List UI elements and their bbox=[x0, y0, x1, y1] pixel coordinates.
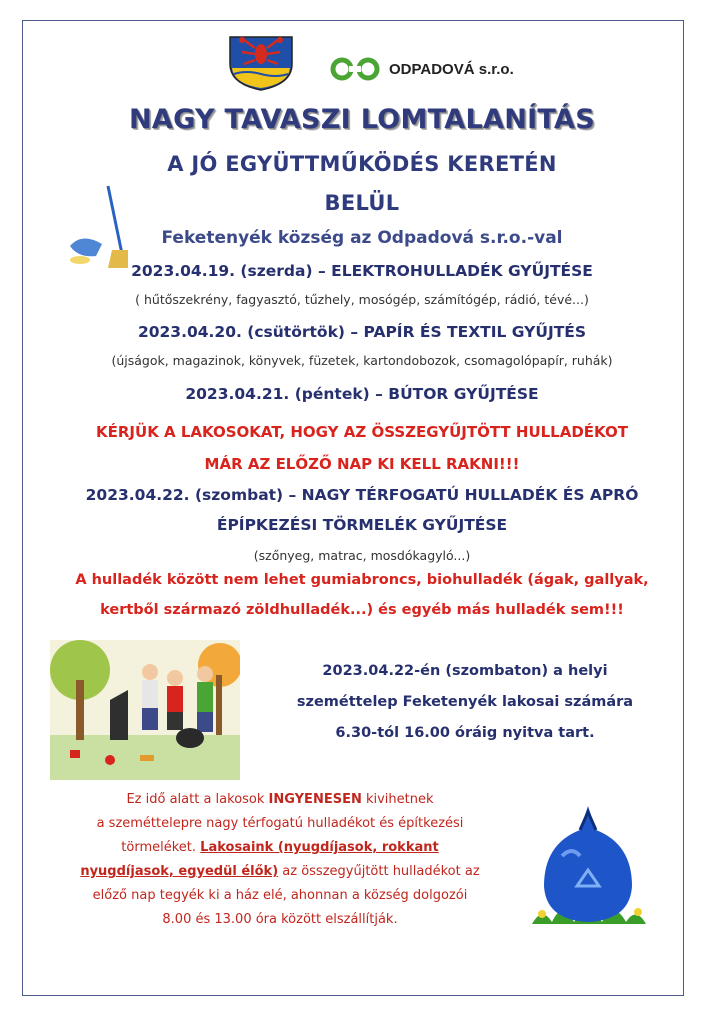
company-logo bbox=[327, 56, 514, 82]
cleanup-illustration bbox=[50, 640, 240, 780]
garbage-bag-illustration bbox=[522, 796, 654, 934]
village-crest bbox=[226, 34, 296, 92]
schedule-electronics: 2023.04.19. (szerda) – ELEKTROHULLADÉK GYŰJTÉSE bbox=[131, 262, 593, 280]
free-highlight: INGYENESEN bbox=[268, 792, 362, 807]
opening-line2: szeméttelep Feketenyék lakosai számára bbox=[296, 694, 634, 710]
saturday-line1: 2023.04.22. (szombat) – NAGY TÉRFOGATÚ HULLADÉK ÉS APRÓ bbox=[85, 486, 639, 504]
saturday-line2: ÉPÍPKEZÉSI TÖRMELÉK GYŰJTÉSE bbox=[216, 516, 508, 534]
opening-line3: 6.30-tól 16.00 óráig nyitva tart. bbox=[335, 725, 595, 741]
request-line1: KÉRJÜK A LAKOSOKAT, HOGY AZ ÖSSZEGYŰJTÖTT HULLADÉKOT bbox=[96, 423, 628, 441]
intro-line: Feketenyék község az Odpadová s.r.o.-val bbox=[161, 228, 563, 248]
schedule-furniture: 2023.04.21. (péntek) – BÚTOR GYŰJTÉSE bbox=[185, 385, 539, 403]
residents-highlight: Lakosaink (nyugdíjasok, rokkant bbox=[200, 840, 439, 855]
subtitle-line2: BELÜL bbox=[324, 191, 400, 215]
warning-line2: kertből származó zöldhulladék...) és egyéb más hulladék sem!!! bbox=[100, 602, 624, 618]
broom-illustration bbox=[68, 184, 128, 274]
schedule-paper-textile-note: (újságok, magazinok, könyvek, füzetek, kartondobozok, csomagolópapír, ruhák) bbox=[111, 353, 613, 368]
saturday-note: (szőnyeg, matrac, mosdókagyló...) bbox=[253, 548, 471, 563]
opening-hours bbox=[290, 656, 640, 749]
schedule-paper-textile: 2023.04.20. (csütörtök) – PAPÍR ÉS TEXTIL GYŰJTÉS bbox=[137, 323, 587, 341]
request-line2: MÁR AZ ELŐZŐ NAP KI KELL RAKNI!!! bbox=[204, 455, 520, 473]
opening-line1: 2023.04.22-én (szombaton) a helyi bbox=[322, 663, 608, 679]
free-collection-text: Ez idő alatt a lakosok INGYENESEN kivihetnek a szeméttelepre nagy térfogatú hulladékot és építkezési törmeléket. Lakosaink (nyugdíjasok, rokkant nyugdíjasok, egyedül élők) az összegyűjtött hulladékot az előző nap tegyék ki a ház elé, ahonnan a község dolgozói 8.00 és 13.00 óra között elszállítják. bbox=[80, 792, 480, 927]
company-name: ODPADOVÁ s.r.o. bbox=[389, 60, 514, 78]
subtitle-line1: A JÓ EGYÜTTMŰKÖDÉS KERETÉN bbox=[167, 152, 557, 176]
recycle-loop-icon bbox=[327, 57, 385, 81]
main-title: NAGY TAVASZI LOMTALANÍTÁS bbox=[128, 104, 595, 135]
warning-line1: A hulladék között nem lehet gumiabroncs, biohulladék (ágak, gallyak, bbox=[75, 572, 649, 588]
schedule-electronics-note: ( hűtőszekrény, fagyasztó, tűzhely, mosógép, számítógép, rádió, tévé...) bbox=[135, 292, 589, 307]
